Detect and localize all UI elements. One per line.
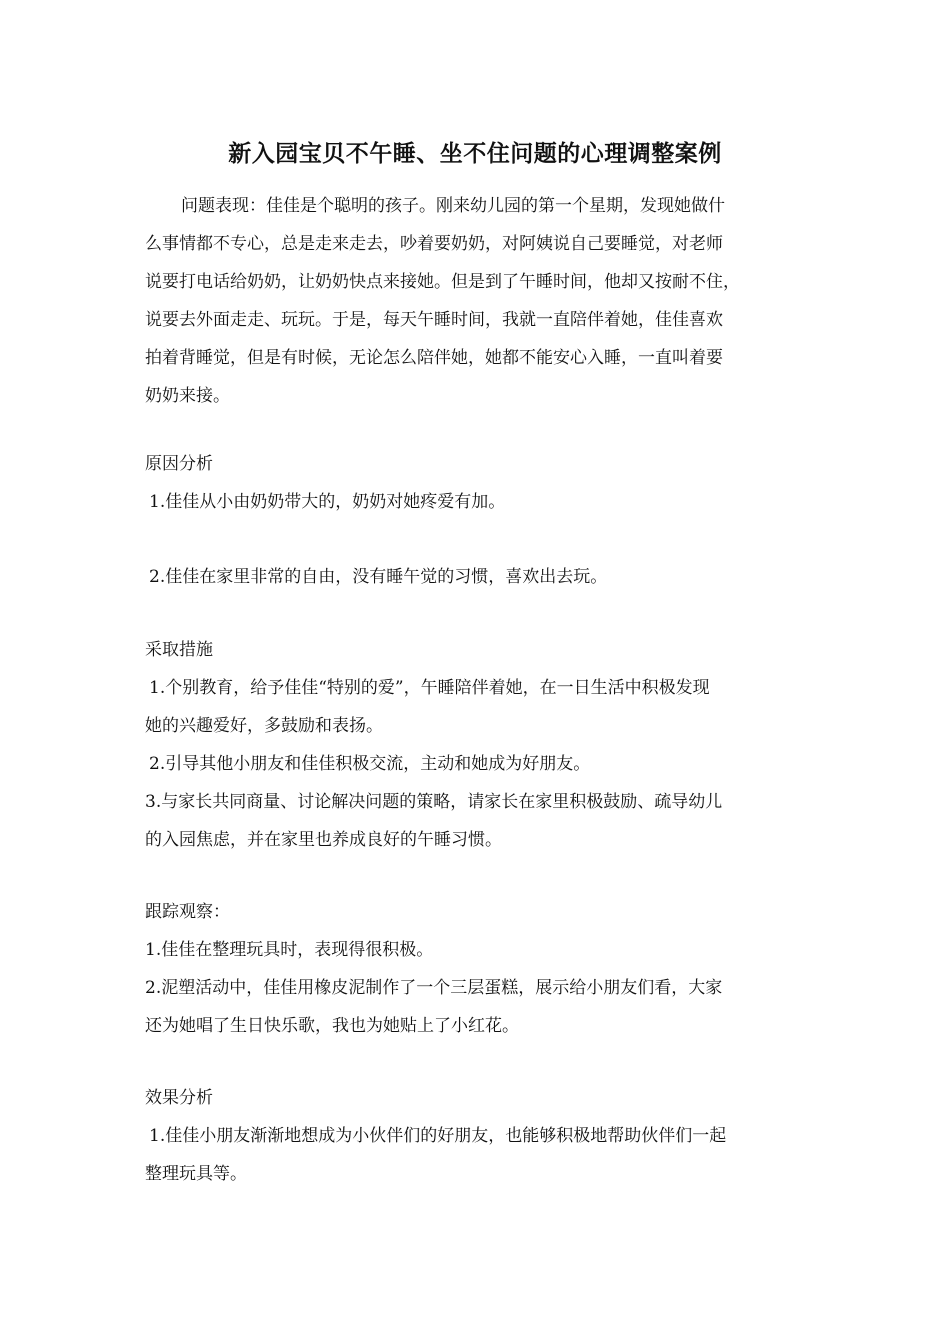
effect-line: 1.佳佳小朋友渐渐地想成为小伙伴们的好朋友，也能够积极地帮助伙伴们一起 xyxy=(149,1126,727,1146)
tracking-line: 2.泥塑活动中，佳佳用橡皮泥制作了一个三层蛋糕，展示给小朋友们看，大家 xyxy=(145,978,723,998)
effect-heading: 效果分析 xyxy=(145,1088,213,1108)
tracking-line: 还为她唱了生日快乐歌，我也为她贴上了小红花。 xyxy=(145,1016,519,1036)
paragraph-line: 么事情都不专心，总是走来走去，吵着要奶奶，对阿姨说自己要睡觉，对老师 xyxy=(145,234,723,254)
cause-section xyxy=(145,445,810,521)
paragraph-line: 说要打电话给奶奶，让奶奶快点来接她。但是到了午睡时间，他却又按耐不住， xyxy=(145,272,740,292)
cause-item: 2.佳佳在家里非常的自由，没有睡午觉的习惯，喜欢出去玩。 xyxy=(149,567,608,587)
measures-heading: 采取措施 xyxy=(145,640,213,660)
problem-paragraph xyxy=(145,187,810,415)
measures-line: 1.个别教育，给予佳佳“特别的爱”，午睡陪伴着她，在一日生活中积极发现 xyxy=(149,678,710,698)
measures-section xyxy=(145,631,810,859)
tracking-heading: 跟踪观察： xyxy=(145,902,230,922)
measures-line: 她的兴趣爱好，多鼓励和表扬。 xyxy=(145,716,383,736)
measures-line: 2.引导其他小朋友和佳佳积极交流，主动和她成为好朋友。 xyxy=(149,754,591,774)
cause-section-continued xyxy=(145,558,810,596)
paragraph-line: 问题表现：佳佳是个聪明的孩子。刚来幼儿园的第一个星期，发现她做什 xyxy=(181,196,725,216)
measures-line: 3.与家长共同商量、讨论解决问题的策略，请家长在家里积极鼓励、疏导幼儿 xyxy=(145,792,723,812)
effect-section xyxy=(145,1079,810,1193)
paragraph-line: 说要去外面走走、玩玩。于是，每天午睡时间，我就一直陪伴着她，佳佳喜欢 xyxy=(145,310,723,330)
paragraph-line: 奶奶来接。 xyxy=(145,386,230,406)
paragraph-line: 拍着背睡觉，但是有时候，无论怎么陪伴她，她都不能安心入睡，一直叫着要 xyxy=(145,348,723,368)
cause-heading: 原因分析 xyxy=(145,454,213,474)
tracking-section xyxy=(145,893,810,1045)
document-title: 新入园宝贝不午睡、坐不住问题的心理调整案例 xyxy=(228,141,722,167)
effect-line: 整理玩具等。 xyxy=(145,1164,247,1184)
measures-line: 的入园焦虑，并在家里也养成良好的午睡习惯。 xyxy=(145,830,502,850)
tracking-line: 1.佳佳在整理玩具时，表现得很积极。 xyxy=(145,940,434,960)
cause-item: 1.佳佳从小由奶奶带大的，奶奶对她疼爱有加。 xyxy=(149,492,506,512)
